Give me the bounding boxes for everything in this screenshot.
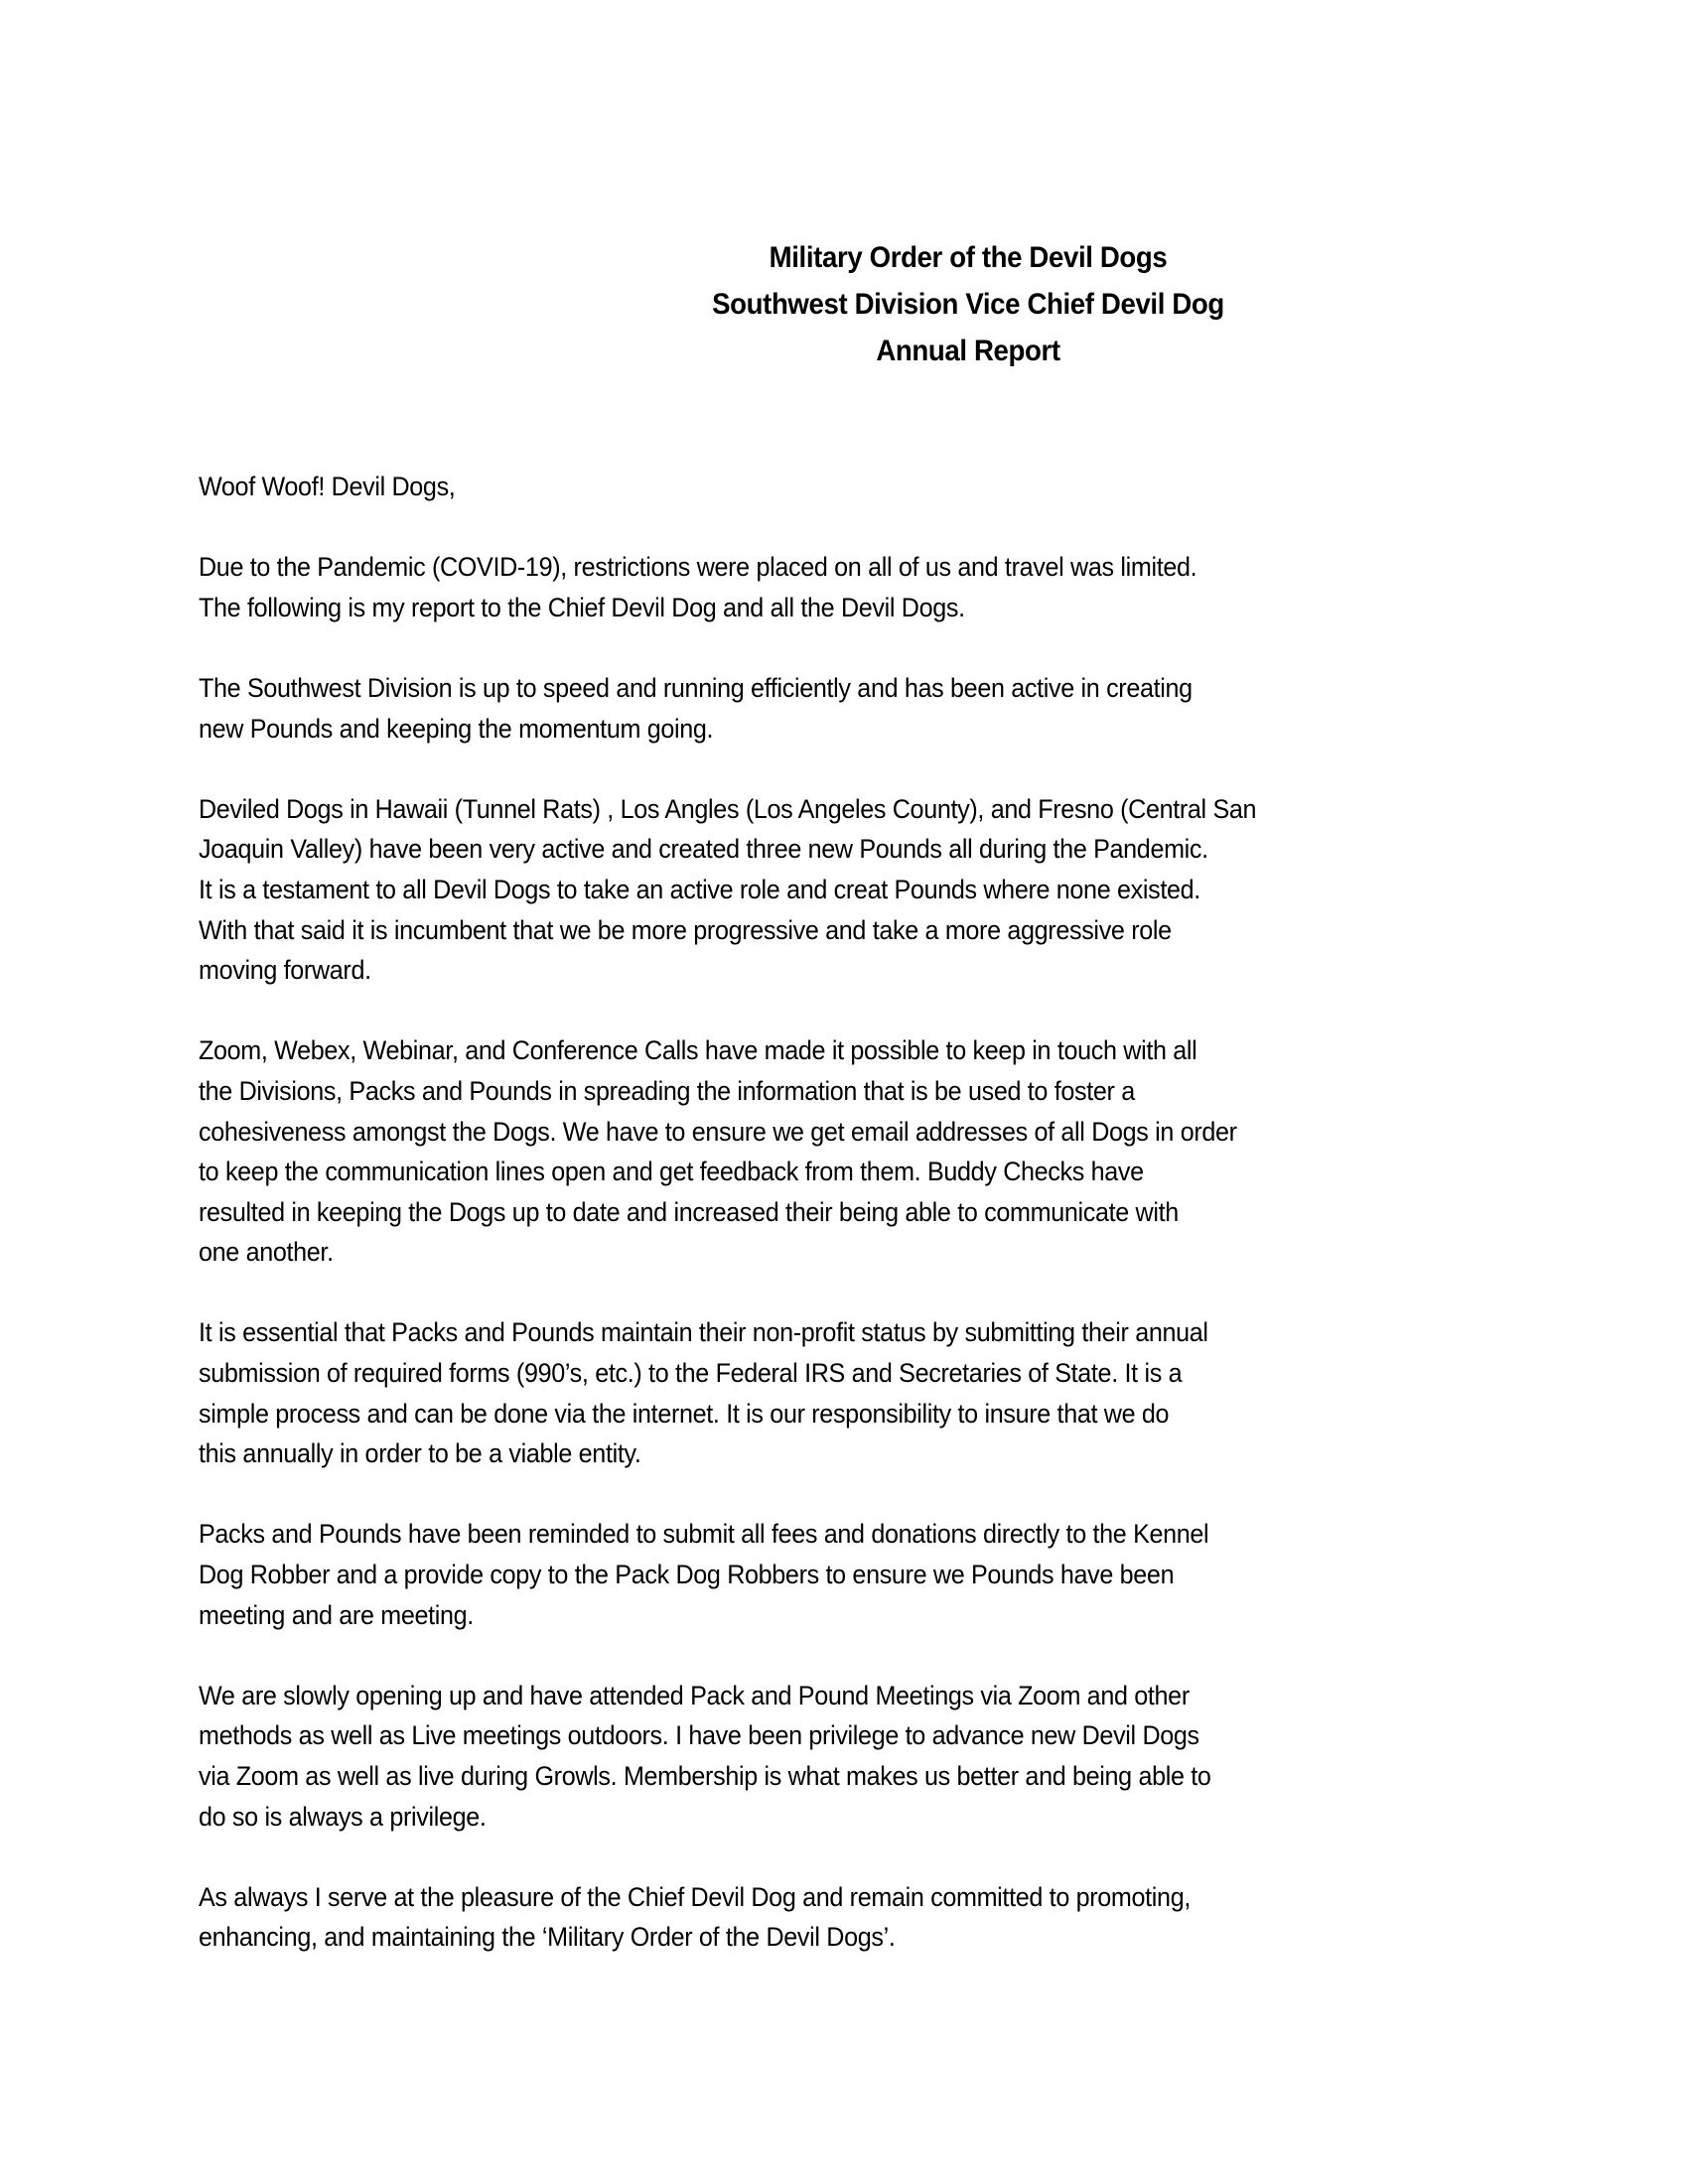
text-line: simple process and can be done via the internet. It is our responsibility to insure that we do [199,1398,1170,1429]
text-line: meeting and are meeting. [199,1599,474,1630]
text-line: With that said it is incumbent that we be more progressive and take a more aggressive role [199,914,1172,945]
salutation [199,467,1519,507]
text-line: via Zoom as well as live during Growls. Membership is what makes us better and being able to [199,1761,1211,1791]
text-line: It is a testament to all Devil Dogs to take an active role and creat Pounds where none existed. [199,874,1200,904]
text-line: submission of required forms (990’s, etc.) to the Federal IRS and Secretaries of State. It is a [199,1358,1183,1389]
salutation-text: Woof Woof! Devil Dogs, [199,472,456,501]
document-heading [0,234,1688,374]
text-line: Dog Robber and a provide copy to the Pack Dog Robbers to ensure we Pounds have been [199,1560,1175,1590]
text-line: It is essential that Packs and Pounds maintain their non-profit status by submitting their annual [199,1317,1208,1348]
organization-title: Military Order of the Devil Dogs [769,241,1168,274]
text-line: one another. [199,1237,334,1268]
text-line: new Pounds and keeping the momentum going. [199,713,714,744]
text-line: the Divisions, Packs and Pounds in spreading the information that is be used to foster a [199,1075,1135,1106]
text-line: resulted in keeping the Dogs up to date and increased their being able to communicate with [199,1196,1179,1227]
text-line: As always I serve at the pleasure of the Chief Devil Dog and remain committed to promoting, [199,1881,1191,1912]
text-line: Due to the Pandemic (COVID-19), restrictions were placed on all of us and travel was limited. [199,552,1197,583]
paragraph-communication [199,1030,1519,1273]
report-title: Annual Report [876,335,1060,367]
paragraph-pandemic [199,547,1519,627]
text-line: Joaquin Valley) have been very active and created three new Pounds all during the Pandemic. [199,834,1208,865]
text-line: cohesiveness amongst the Dogs. We have to ensure we get email addresses of all Dogs in order [199,1116,1237,1147]
report-body [199,467,1519,1998]
text-line: We are slowly opening up and have attended Pack and Pound Meetings via Zoom and other [199,1680,1190,1710]
text-line: Zoom, Webex, Webinar, and Conference Calls have made it possible to keep in touch with all [199,1035,1197,1066]
paragraph-nonprofit-status [199,1312,1519,1473]
paragraph-closing [199,1877,1519,1958]
text-line: moving forward. [199,955,371,986]
text-line: methods as well as Live meetings outdoors. I have been privilege to advance new Devil Dogs [199,1720,1199,1751]
paragraph-division-status [199,668,1519,749]
text-line: Deviled Dogs in Hawaii (Tunnel Rats) , Los Angles (Los Angeles County), and Fresno (Central San [199,793,1257,824]
text-line: do so is always a privilege. [199,1801,487,1832]
text-line: this annually in order to be a viable entity. [199,1438,641,1469]
text-line: Packs and Pounds have been reminded to submit all fees and donations directly to the Kennel [199,1519,1209,1550]
text-line: enhancing, and maintaining the ‘Military Order of the Devil Dogs’. [199,1922,896,1953]
text-line: The following is my report to the Chief Devil Dog and all the Devil Dogs. [199,592,965,622]
paragraph-meetings [199,1676,1519,1837]
paragraph-new-pounds [199,789,1519,991]
text-line: The Southwest Division is up to speed and running efficiently and has been active in creating [199,672,1193,703]
paragraph-fees [199,1514,1519,1635]
text-line: to keep the communication lines open and get feedback from them. Buddy Checks have [199,1157,1144,1187]
division-title: Southwest Division Vice Chief Devil Dog [712,288,1224,321]
